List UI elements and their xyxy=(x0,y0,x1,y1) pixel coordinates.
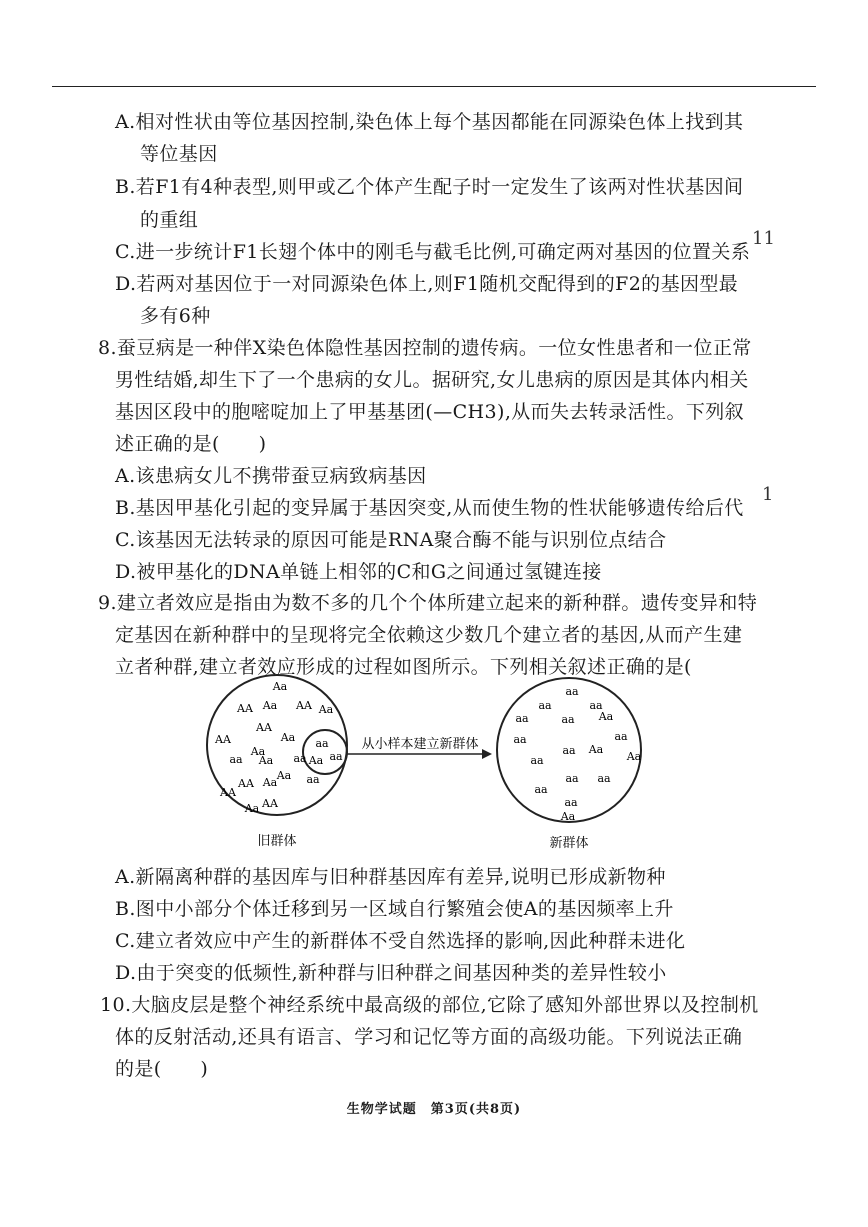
text-line: 的重组 xyxy=(140,209,199,231)
genotype-label: aa xyxy=(565,685,579,698)
genotype-label: AA xyxy=(220,786,236,799)
text-line: B.若F1有4种表型,则甲或乙个体产生配子时一定发生了该两对性状基因间 xyxy=(115,176,744,198)
genotype-label: Aa xyxy=(276,769,292,782)
genotype-label: aa xyxy=(229,753,243,766)
genotype-label: Aa xyxy=(258,754,274,767)
text-line: A.该患病女儿不携带蚕豆病致病基因 xyxy=(115,465,427,487)
text-line: 多有6种 xyxy=(140,305,211,327)
genotype-label: Aa xyxy=(244,802,260,815)
genotype-label: Aa xyxy=(280,731,296,744)
text-line: B.基因甲基化引起的变异属于基因突变,从而使生物的性状能够遗传给后代 xyxy=(115,497,744,519)
genotype-label: aa xyxy=(534,783,548,796)
new-genotype-labels xyxy=(513,685,641,823)
genotype-label: aa xyxy=(538,699,552,712)
text-line: 的是( ) xyxy=(115,1058,209,1080)
genotype-label: AA xyxy=(256,721,272,734)
text-line: 体的反射活动,还具有语言、学习和记忆等方面的高级功能。下列说法正确 xyxy=(115,1026,743,1048)
genotype-label: aa xyxy=(513,733,527,746)
genotype-label: AA xyxy=(237,702,253,715)
text-line: A.相对性状由等位基因控制,染色体上每个基因都能在同源染色体上找到其 xyxy=(115,111,744,133)
genotype-label: aa xyxy=(589,699,603,712)
genotype-label: Aa xyxy=(588,743,604,756)
genotype-label: aa xyxy=(614,730,628,743)
genotype-label: aa xyxy=(515,712,529,725)
genotype-label: Aa xyxy=(262,699,278,712)
text-line: 定基因在新种群中的呈现将完全依赖这少数几个建立者的基因,从而产生建 xyxy=(115,624,743,646)
text-line: 基因区段中的胞嘧啶加上了甲基基团(—CH3),从而失去转录活性。下列叙 xyxy=(115,401,745,423)
text-line: B.图中小部分个体迁移到另一区域自行繁殖会使A的基因频率上升 xyxy=(115,898,674,920)
text-line: 8.蚕豆病是一种伴X染色体隐性基因控制的遗传病。一位女性患者和一位正常 xyxy=(98,337,752,359)
genotype-label: aa xyxy=(293,752,307,765)
genotype-label: aa xyxy=(306,773,320,786)
text-line: D.若两对基因位于一对同源染色体上,则F1随机交配得到的F2的基因型最 xyxy=(115,273,739,295)
genotype-label: AA xyxy=(296,699,312,712)
genotype-label: Aa xyxy=(598,710,614,723)
genotype-label: aa xyxy=(564,796,578,809)
genotype-label: AA xyxy=(238,777,254,790)
genotype-label: aa xyxy=(530,754,544,767)
founder-effect-figure xyxy=(0,672,868,852)
genotype-label: aa xyxy=(315,737,329,750)
text-line: C.建立者效应中产生的新群体不受自然选择的影响,因此种群未进化 xyxy=(115,930,686,952)
arrow-label: 从小样本建立新群体 xyxy=(361,737,479,752)
page-footer: 生物学试题 第3页(共8页) xyxy=(346,1102,522,1117)
text-line: D.被甲基化的DNA单链上相邻的C和G之间通过氢键连接 xyxy=(115,561,602,583)
genotype-label: Aa xyxy=(250,745,266,758)
genotype-label: Aa xyxy=(308,754,324,767)
text-line: 立者种群,建立者效应形成的过程如图所示。下列相关叙述正确的是( xyxy=(115,656,692,678)
text-line: C.进一步统计F1长翅个体中的刚毛与截毛比例,可确定两对基因的位置关系 xyxy=(115,241,751,263)
genotype-label: AA xyxy=(215,733,231,746)
new-population-label: 新群体 xyxy=(549,836,589,851)
arrow-head xyxy=(482,749,492,759)
genotype-label: aa xyxy=(565,772,579,785)
genotype-label: Aa xyxy=(318,703,334,716)
text-line: 9.建立者效应是指由为数不多的几个个体所建立起来的新种群。遗传变异和特 xyxy=(98,592,758,614)
sample-genotype-labels xyxy=(308,737,343,767)
text-line: 述正确的是( ) xyxy=(115,433,267,455)
text-line: 等位基因 xyxy=(140,143,218,165)
margin-mark: 1 xyxy=(762,484,774,505)
old-population-label: 旧群体 xyxy=(257,834,297,849)
text-line: A.新隔离种群的基因库与旧种群基因库有差异,说明已形成新物种 xyxy=(115,866,666,888)
genotype-label: aa xyxy=(561,713,575,726)
genotype-label: Aa xyxy=(560,810,576,823)
genotype-label: aa xyxy=(329,750,343,763)
genotype-label: AA xyxy=(262,797,278,810)
genotype-label: Aa xyxy=(272,680,288,693)
text-line: 10.大脑皮层是整个神经系统中最高级的部位,它除了感知外部世界以及控制机 xyxy=(100,994,759,1016)
margin-mark: 11 xyxy=(752,228,775,249)
genotype-label: aa xyxy=(562,744,576,757)
genotype-label: aa xyxy=(597,772,611,785)
genotype-label: Aa xyxy=(626,750,642,763)
text-line: C.该基因无法转录的原因可能是RNA聚合酶不能与识别位点结合 xyxy=(115,529,667,551)
genotype-label: Aa xyxy=(262,776,278,789)
header-rule xyxy=(52,86,816,87)
text-line: 男性结婚,却生下了一个患病的女儿。据研究,女儿患病的原因是其体内相关 xyxy=(115,369,749,391)
text-line: D.由于突变的低频性,新种群与旧种群之间基因种类的差异性较小 xyxy=(115,962,667,984)
